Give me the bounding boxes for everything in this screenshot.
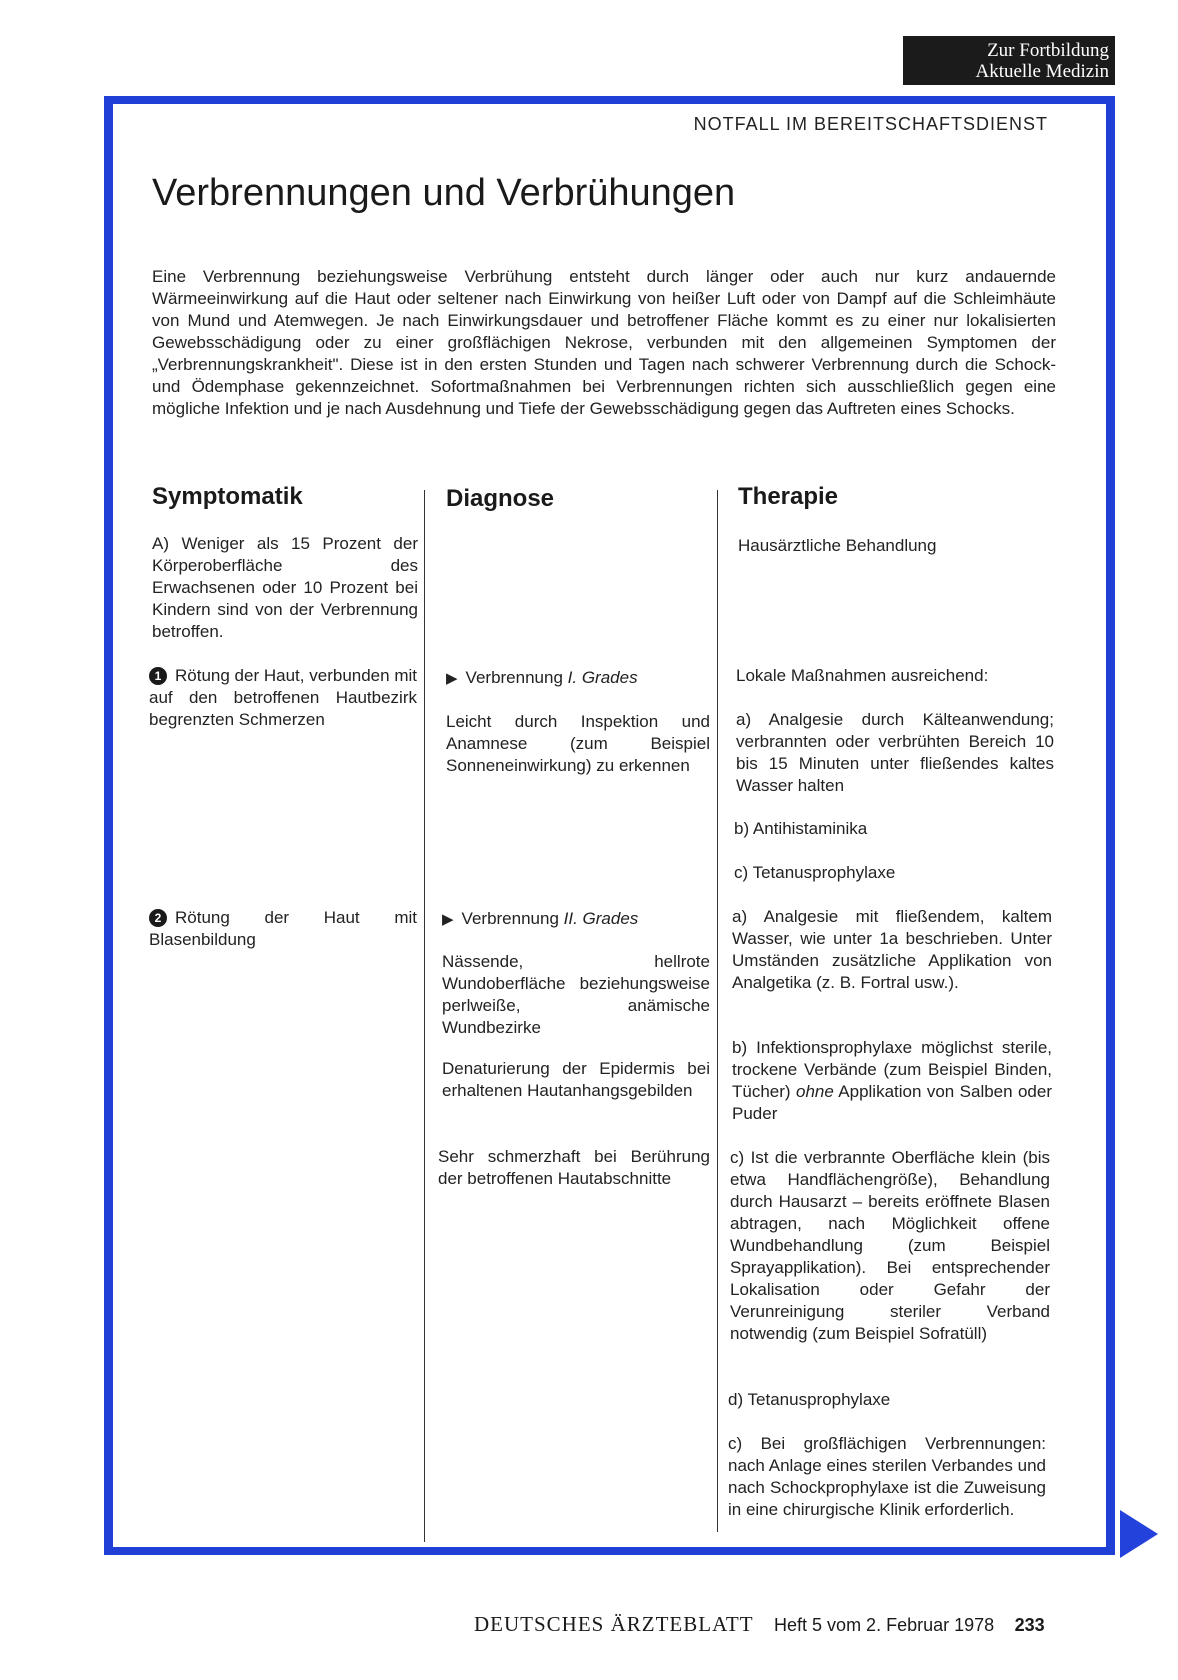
therapie-g2-b-pre: b) Infektionsprophylaxe möglichst sterile, trockene Verbände (zum Beispiel Binden, Tücher) bbox=[732, 1038, 1052, 1101]
therapie-g1-lead: Lokale Maßnahmen ausreichend: bbox=[736, 666, 989, 685]
therapie-intro: Hausärztliche Behandlung bbox=[738, 536, 937, 555]
section-tag-line1: Zur Fortbildung bbox=[987, 40, 1109, 61]
page-number: 233 bbox=[1014, 1615, 1045, 1635]
col-heading-therapie: Therapie bbox=[738, 483, 839, 510]
section-tag-line2: Aktuelle Medizin bbox=[975, 61, 1109, 82]
kicker: NOTFALL IM BEREITSCHAFTSDIENST bbox=[693, 114, 1048, 134]
grade-2-label: Verbrennung bbox=[461, 909, 559, 928]
triangle-bullet-icon: ▶ bbox=[446, 670, 458, 687]
triangle-bullet-icon: ▶ bbox=[442, 911, 454, 928]
therapie-g2-d: d) Tetanusprophylaxe bbox=[728, 1390, 891, 1409]
therapie-g1-a: a) Analgesie durch Kälteanwendung; verbrannten oder verbrühten Bereich 10 bis 15 Minuten unter fließendes kaltes Wasser halten bbox=[736, 710, 1054, 795]
diagnose-grade-2-p2: Denaturierung der Epidermis bei erhaltenen Hautanhangsgebilden bbox=[442, 1059, 710, 1100]
symptom-item-1 bbox=[149, 665, 417, 731]
therapie-g2-c: c) Ist die verbrannte Oberfläche klein (bis etwa Handflächengröße), Behandlung durch Hausarzt – bereits eröffnete Blasen abtragen, nach Möglichkeit offene Wundbehandlung (zum Beispiel Sprayapplikation). Bei entsprechender Lokalisation oder Gefahr der Verunreinigung steriler Verband notwendig (zum Beispiel Sofratüll) bbox=[730, 1148, 1050, 1343]
therapie-g2-e: c) Bei großflächigen Verbrennungen: nach Anlage eines sterilen Verbandes und nach Schockprophylaxe ist die Zuweisung in eine chirurgische Klinik erforderlich. bbox=[728, 1434, 1046, 1519]
number-1-icon: 1 bbox=[149, 667, 167, 685]
therapie-g2-a: a) Analgesie mit fließendem, kaltem Wasser, wie unter 1a beschrieben. Unter Umständen zusätzliche Applikation von Analgetika (z. B. Fortral usw.). bbox=[732, 907, 1052, 992]
number-2-icon: 2 bbox=[149, 909, 167, 927]
col-heading-diagnose: Diagnose bbox=[446, 485, 555, 512]
column-rule-right bbox=[717, 490, 718, 1532]
therapie-g2-b bbox=[732, 1037, 1052, 1125]
grade-2-italic: II. Grades bbox=[563, 909, 639, 928]
therapie-g2-b-italic: ohne bbox=[795, 1082, 834, 1101]
symptom-item-2-text: Rötung der Haut mit Blasenbildung bbox=[149, 908, 417, 949]
diagnose-grade-1-heading bbox=[446, 667, 710, 690]
diagnose-grade-2-heading bbox=[442, 908, 710, 931]
symptom-item-1-text: Rötung der Haut, verbunden mit auf den betroffenen Hautbezirk begrenzten Schmerzen bbox=[149, 666, 417, 729]
symptomatik-intro: A) Weniger als 15 Prozent der Körperoberfläche des Erwachsenen oder 10 Prozent bei Kindern sind von der Verbrennung betroffen. bbox=[152, 534, 418, 641]
grade-1-italic: I. Grades bbox=[567, 668, 638, 687]
headline: Verbrennungen und Verbrühungen bbox=[152, 172, 736, 214]
intro-paragraph: Eine Verbrennung beziehungsweise Verbrühung entsteht durch länger oder auch nur kurz andauernde Wärmeeinwirkung auf die Haut oder seltener nach Einwirkung von heißer Luft oder von Dampf auf die Schleimhäute von Mund und Atemwegen. Je nach Einwirkungsdauer und betroffener Fläche kommt es zu einer nur lokalisierten Gewebsschädigung oder zu einer großflächigen Nekrose, verbunden mit den allgemeinen Symptomen der „Verbrennungskrankheit". Diese ist in den ersten Stunden und Tagen nach schwerer Verbrennung durch die Schock- und Ödemphase gekennzeichnet. Sofortmaßnahmen bei Verbrennungen richten sich ausschließlich gegen eine mögliche Infektion und je nach Ausdehnung und Tiefe der Gewebsschädigung gegen das Auftreten eines Schocks. bbox=[152, 267, 1056, 418]
column-rule-left bbox=[424, 490, 425, 1542]
section-tag bbox=[903, 36, 1115, 85]
journal-name: DEUTSCHES ÄRZTEBLATT bbox=[474, 1612, 754, 1636]
page-footer bbox=[474, 1612, 1045, 1637]
grade-1-label: Verbrennung bbox=[465, 668, 563, 687]
issue-info: Heft 5 vom 2. Februar 1978 bbox=[774, 1615, 995, 1635]
therapie-g1-c: c) Tetanusprophylaxe bbox=[734, 863, 896, 882]
diagnose-grade-1-text: Leicht durch Inspektion und Anamnese (zum Beispiel Sonneneinwirkung) zu erkennen bbox=[446, 712, 710, 775]
col-heading-symptomatik: Symptomatik bbox=[152, 483, 303, 510]
continue-arrow-icon bbox=[1120, 1510, 1158, 1558]
therapie-g2-b-post: Applikation von Salben oder Puder bbox=[732, 1082, 1052, 1123]
diagnose-grade-2-p3: Sehr schmerzhaft bei Berührung der betroffenen Hautabschnitte bbox=[438, 1147, 710, 1188]
symptom-item-2 bbox=[149, 907, 417, 951]
therapie-g1-b: b) Antihistaminika bbox=[734, 819, 868, 838]
diagnose-grade-2-p1: Nässende, hellrote Wundoberfläche beziehungsweise perlweiße, anämische Wundbezirke bbox=[442, 952, 710, 1037]
